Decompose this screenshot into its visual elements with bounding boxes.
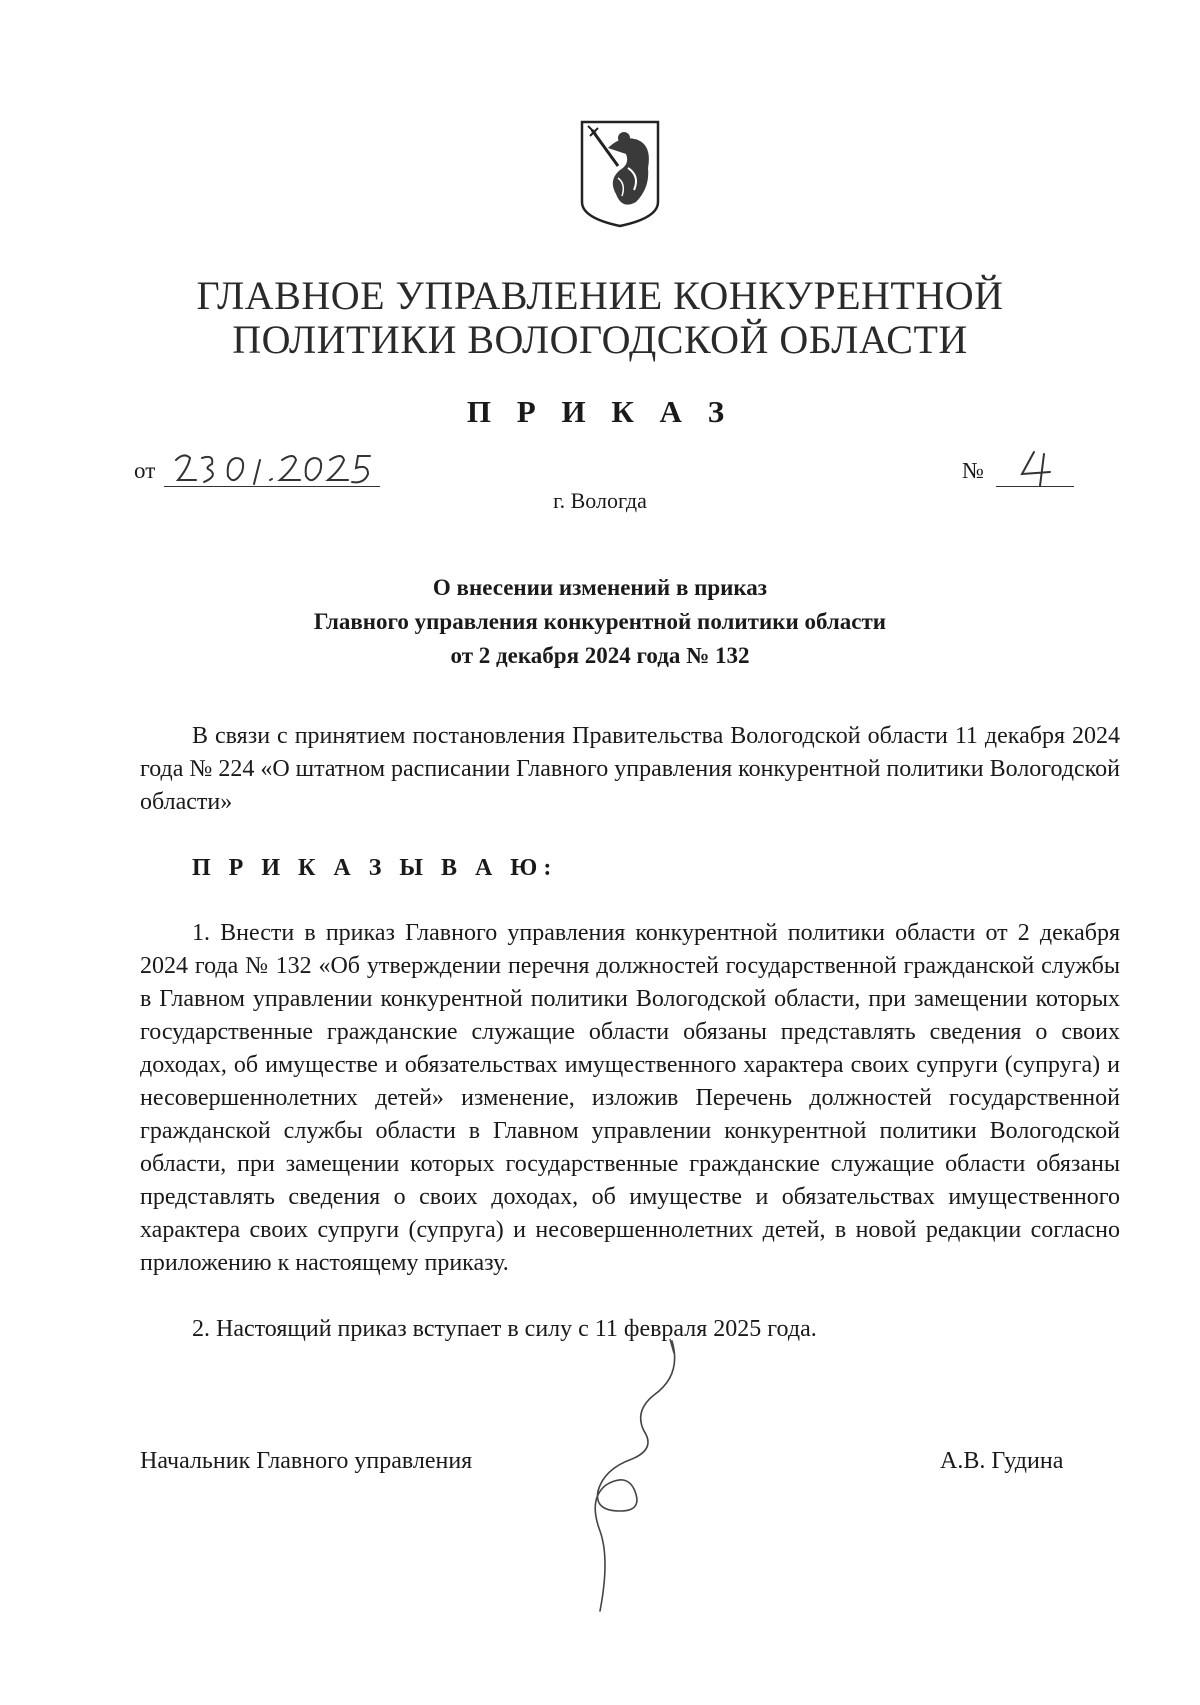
- document-type: П Р И К А З: [466, 394, 734, 429]
- organization-name-line2: ПОЛИТИКИ ВОЛОГОДСКОЙ ОБЛАСТИ: [232, 317, 968, 362]
- document-title-line2: Главного управления конкурентной политики области: [313, 609, 887, 634]
- city: г. Вологда: [553, 488, 647, 513]
- signer-name: А.В. Гудина: [940, 1448, 1064, 1474]
- document-title-line3: от 2 декабря 2024 года № 132: [450, 643, 750, 668]
- number-underline: [996, 486, 1074, 487]
- number-prefix: №: [962, 458, 984, 483]
- signer-position: Начальник Главного управления: [140, 1448, 473, 1474]
- order-item-2: 2. Настоящий приказ вступает в силу с 11 февраля 2025 года.: [192, 1316, 817, 1342]
- organization-name-line1: ГЛАВНОЕ УПРАВЛЕНИЕ КОНКУРЕНТНОЙ: [196, 273, 1004, 318]
- date-prefix: от: [134, 458, 156, 483]
- handwritten-date: [170, 446, 380, 490]
- handwritten-number: [1000, 446, 1070, 490]
- coat-of-arms-icon: [578, 118, 662, 230]
- document-title-line1: О внесении изменений в приказ: [432, 575, 768, 600]
- date-underline: [164, 486, 380, 487]
- order-item-1: 1. Внести в приказ Главного управления конкурентной политики области от 2 декабря 2024 года № 132 «Об утверждении перечня должностей государственной гражданской службы в Главном управлении конкурентной политики Вологодской области, при замещении которых государственные гражданские служащие области обязаны представлять сведения о своих доходах, об имуществе и обязательствах имущественного характера своих супруги (супруга) и несовершеннолетних детей» изменение, изложив Перечень должностей государственной гражданской службы области в Главном управлении конкурентной политики Вологодской области, при замещении которых государственные гражданские служащие области обязаны представлять сведения о своих доходах, об имуществе и обязательствах имущественного характера своих супруги (супруга) и несовершеннолетних детей, в новой редакции согласно приложению к настоящему приказу.: [140, 920, 1120, 1276]
- handwritten-signature-icon: [570, 1335, 700, 1615]
- intro-paragraph: В связи с принятием постановления Правительства Вологодской области 11 декабря 2024 года № 224 «О штатном расписании Главного управления конкурентной политики Вологодской области»: [140, 723, 1120, 815]
- decree-heading: П Р И К А З Ы В А Ю:: [192, 855, 558, 881]
